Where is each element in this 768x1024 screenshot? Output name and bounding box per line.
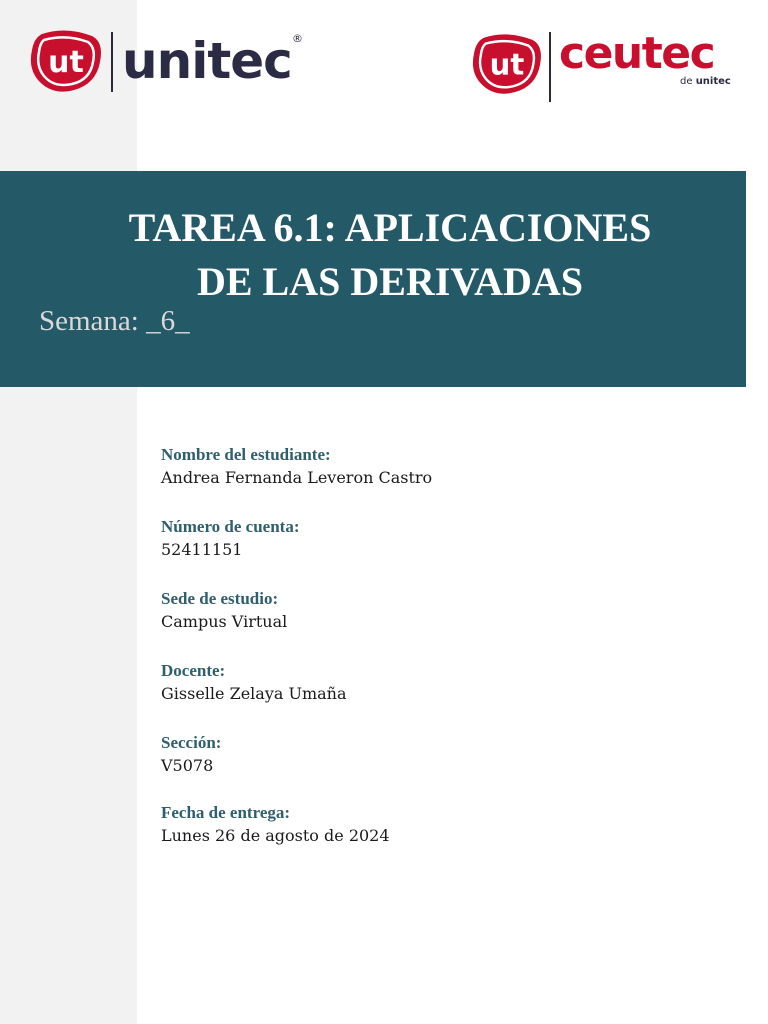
field-label: Docente: [161,661,226,680]
field-label: Sede de estudio: [161,589,279,608]
field-student-name [161,444,721,490]
title-banner [0,171,746,387]
field-label: Fecha de entrega: [161,803,291,822]
week-value: _6_ [146,305,190,337]
field-value: Andrea Fernanda Leveron Castro [161,468,433,487]
field-value: Gisselle Zelaya Umaña [161,684,347,703]
logo-divider [111,32,113,92]
ut-badge-text: ut [489,47,525,82]
ceutec-wordmark: ceutec [559,28,715,79]
title-line-2: DE LAS DERIVADAS [196,259,584,304]
side-strip [0,0,137,1024]
field-section [161,732,721,778]
ut-badge-text: ut [48,45,84,80]
page-title [20,201,760,309]
registered-mark: ® [292,32,303,45]
field-label: Sección: [161,733,222,752]
ut-badge-icon [472,32,542,96]
ceutec-subtitle-prefix: de [680,76,696,87]
unitec-wordmark: unitec [122,32,292,90]
field-label: Número de cuenta: [161,517,300,536]
logo-divider [549,32,551,102]
field-value: 52411151 [161,540,243,559]
field-due-date [161,802,721,848]
week-label: Semana: [39,305,139,337]
week-indicator [39,305,190,338]
ut-badge-icon [30,28,102,94]
field-teacher [161,660,721,706]
field-label: Nombre del estudiante: [161,445,331,464]
unitec-logo [30,28,320,98]
field-campus [161,588,721,634]
ceutec-logo [470,28,740,106]
title-line-1: TAREA 6.1: APLICACIONES [128,205,652,250]
field-value: V5078 [161,756,214,775]
ceutec-subtitle [680,76,731,87]
field-value: Campus Virtual [161,612,288,631]
field-account-number [161,516,721,562]
field-value: Lunes 26 de agosto de 2024 [161,826,390,845]
ceutec-subtitle-brand: unitec [695,76,731,87]
